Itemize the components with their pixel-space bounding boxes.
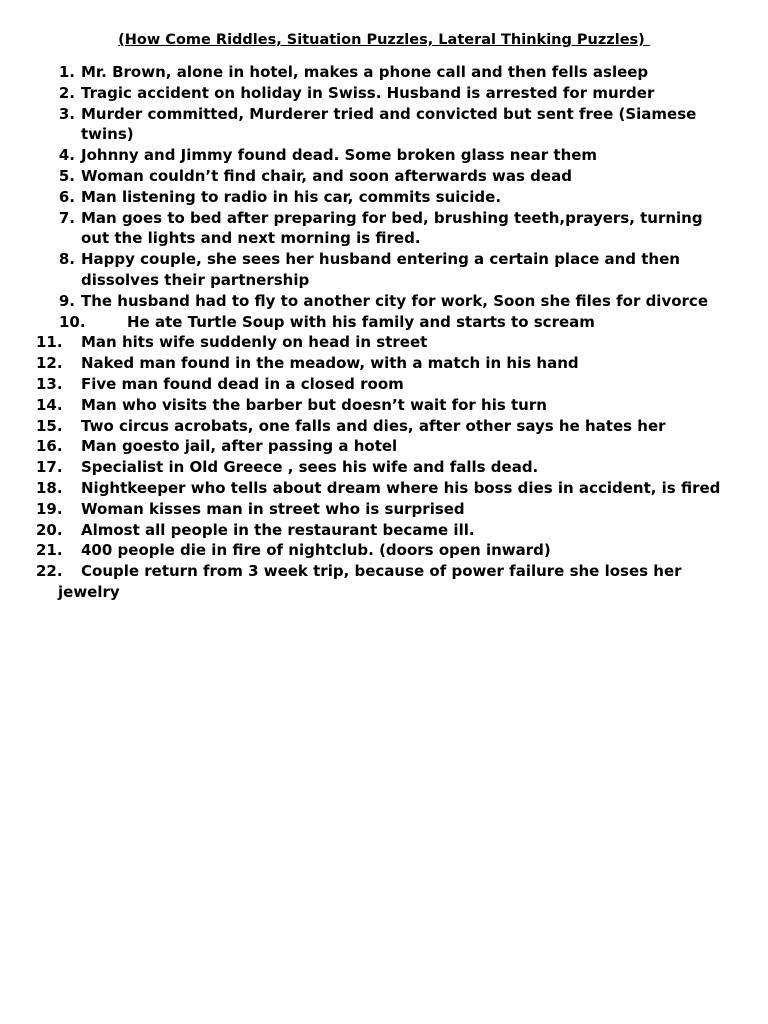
item-number: 8. <box>58 250 75 269</box>
list-item <box>0 104 768 146</box>
item-text: The husband had to fly to another city for work, Soon she files for divorce <box>81 291 708 310</box>
item-number: 20. <box>36 520 63 539</box>
item-number: 17. <box>36 458 63 477</box>
list-item <box>0 395 768 416</box>
item-number: 3. <box>58 104 75 123</box>
item-number: 6. <box>58 187 75 206</box>
item-number: 7. <box>58 208 75 227</box>
list-item <box>0 62 768 83</box>
item-text: 400 people die in fire of nightclub. (doors open inward) <box>81 541 551 560</box>
list-item <box>0 499 768 520</box>
list-item <box>0 332 768 353</box>
item-text: Naked man found in the meadow, with a match in his hand <box>81 354 579 373</box>
list-item <box>0 208 768 250</box>
list-item <box>0 353 768 374</box>
item-number: 21. <box>36 541 63 560</box>
item-text: Man goes to bed after preparing for bed, brushing teeth,prayers, turning out the lights and next morning is fired. <box>81 208 703 248</box>
list-item <box>0 436 768 457</box>
item-text: Tragic accident on holiday in Swiss. Husband is arrested for murder <box>81 83 655 102</box>
item-text: Man who visits the barber but doesn’t wait for his turn <box>81 395 547 414</box>
list-item <box>0 249 768 291</box>
item-number: 14. <box>36 395 63 414</box>
item-number: 2. <box>58 83 75 102</box>
item-number: 9. <box>58 291 75 310</box>
item-number: 16. <box>36 437 63 456</box>
item-number: 12. <box>36 354 63 373</box>
list-item <box>0 457 768 478</box>
item-text: Johnny and Jimmy found dead. Some broken glass near them <box>81 146 598 165</box>
document-title: (How Come Riddles, Situation Puzzles, Lateral Thinking Puzzles) <box>118 32 650 48</box>
item-text: Five man found dead in a closed room <box>81 374 404 393</box>
item-number: 4. <box>58 146 75 165</box>
item-text: Murder committed, Murderer tried and convicted but sent free (Siamese twins) <box>81 104 697 144</box>
list-item <box>0 520 768 541</box>
list-item <box>0 374 768 395</box>
item-text: Woman kisses man in street who is surprised <box>81 499 465 518</box>
puzzle-list <box>0 62 768 603</box>
item-text: Man goesto jail, after passing a hotel <box>81 437 398 456</box>
list-item <box>0 83 768 104</box>
item-text: Man hits wife suddenly on head in street <box>81 333 428 352</box>
item-number: 10. <box>59 312 86 331</box>
item-number: 1. <box>58 63 75 81</box>
list-item <box>0 478 768 499</box>
list-item <box>0 540 768 561</box>
item-text: Couple return from 3 week trip, because of power failure she loses her jewelry <box>58 562 682 601</box>
list-item <box>0 312 768 333</box>
item-text: Man listening to radio in his car, commits suicide. <box>81 187 502 206</box>
list-item <box>0 145 768 166</box>
list-item <box>0 416 768 437</box>
item-text: He ate Turtle Soup with his family and starts to scream <box>127 312 595 331</box>
item-text: Almost all people in the restaurant became ill. <box>81 520 475 539</box>
list-item <box>0 291 768 312</box>
list-item <box>0 166 768 187</box>
item-number: 18. <box>36 478 63 497</box>
item-text: Mr. Brown, alone in hotel, makes a phone call and then fells asleep <box>81 63 649 81</box>
item-number: 13. <box>36 374 63 393</box>
item-number: 15. <box>36 416 63 435</box>
item-text: Two circus acrobats, one falls and dies, after other says he hates her <box>81 416 666 435</box>
item-number: 5. <box>58 166 75 185</box>
item-text: Woman couldn’t find chair, and soon afterwards was dead <box>81 166 572 185</box>
item-text: Specialist in Old Greece , sees his wife and falls dead. <box>81 458 539 477</box>
item-number: 11. <box>36 333 63 352</box>
item-number: 19. <box>36 499 63 518</box>
item-text: Nightkeeper who tells about dream where his boss dies in accident, is fired <box>81 478 721 497</box>
list-item <box>0 561 768 603</box>
list-item <box>0 187 768 208</box>
item-text: Happy couple, she sees her husband entering a certain place and then dissolves their partnership <box>81 250 680 289</box>
item-number: 22. <box>36 562 63 581</box>
